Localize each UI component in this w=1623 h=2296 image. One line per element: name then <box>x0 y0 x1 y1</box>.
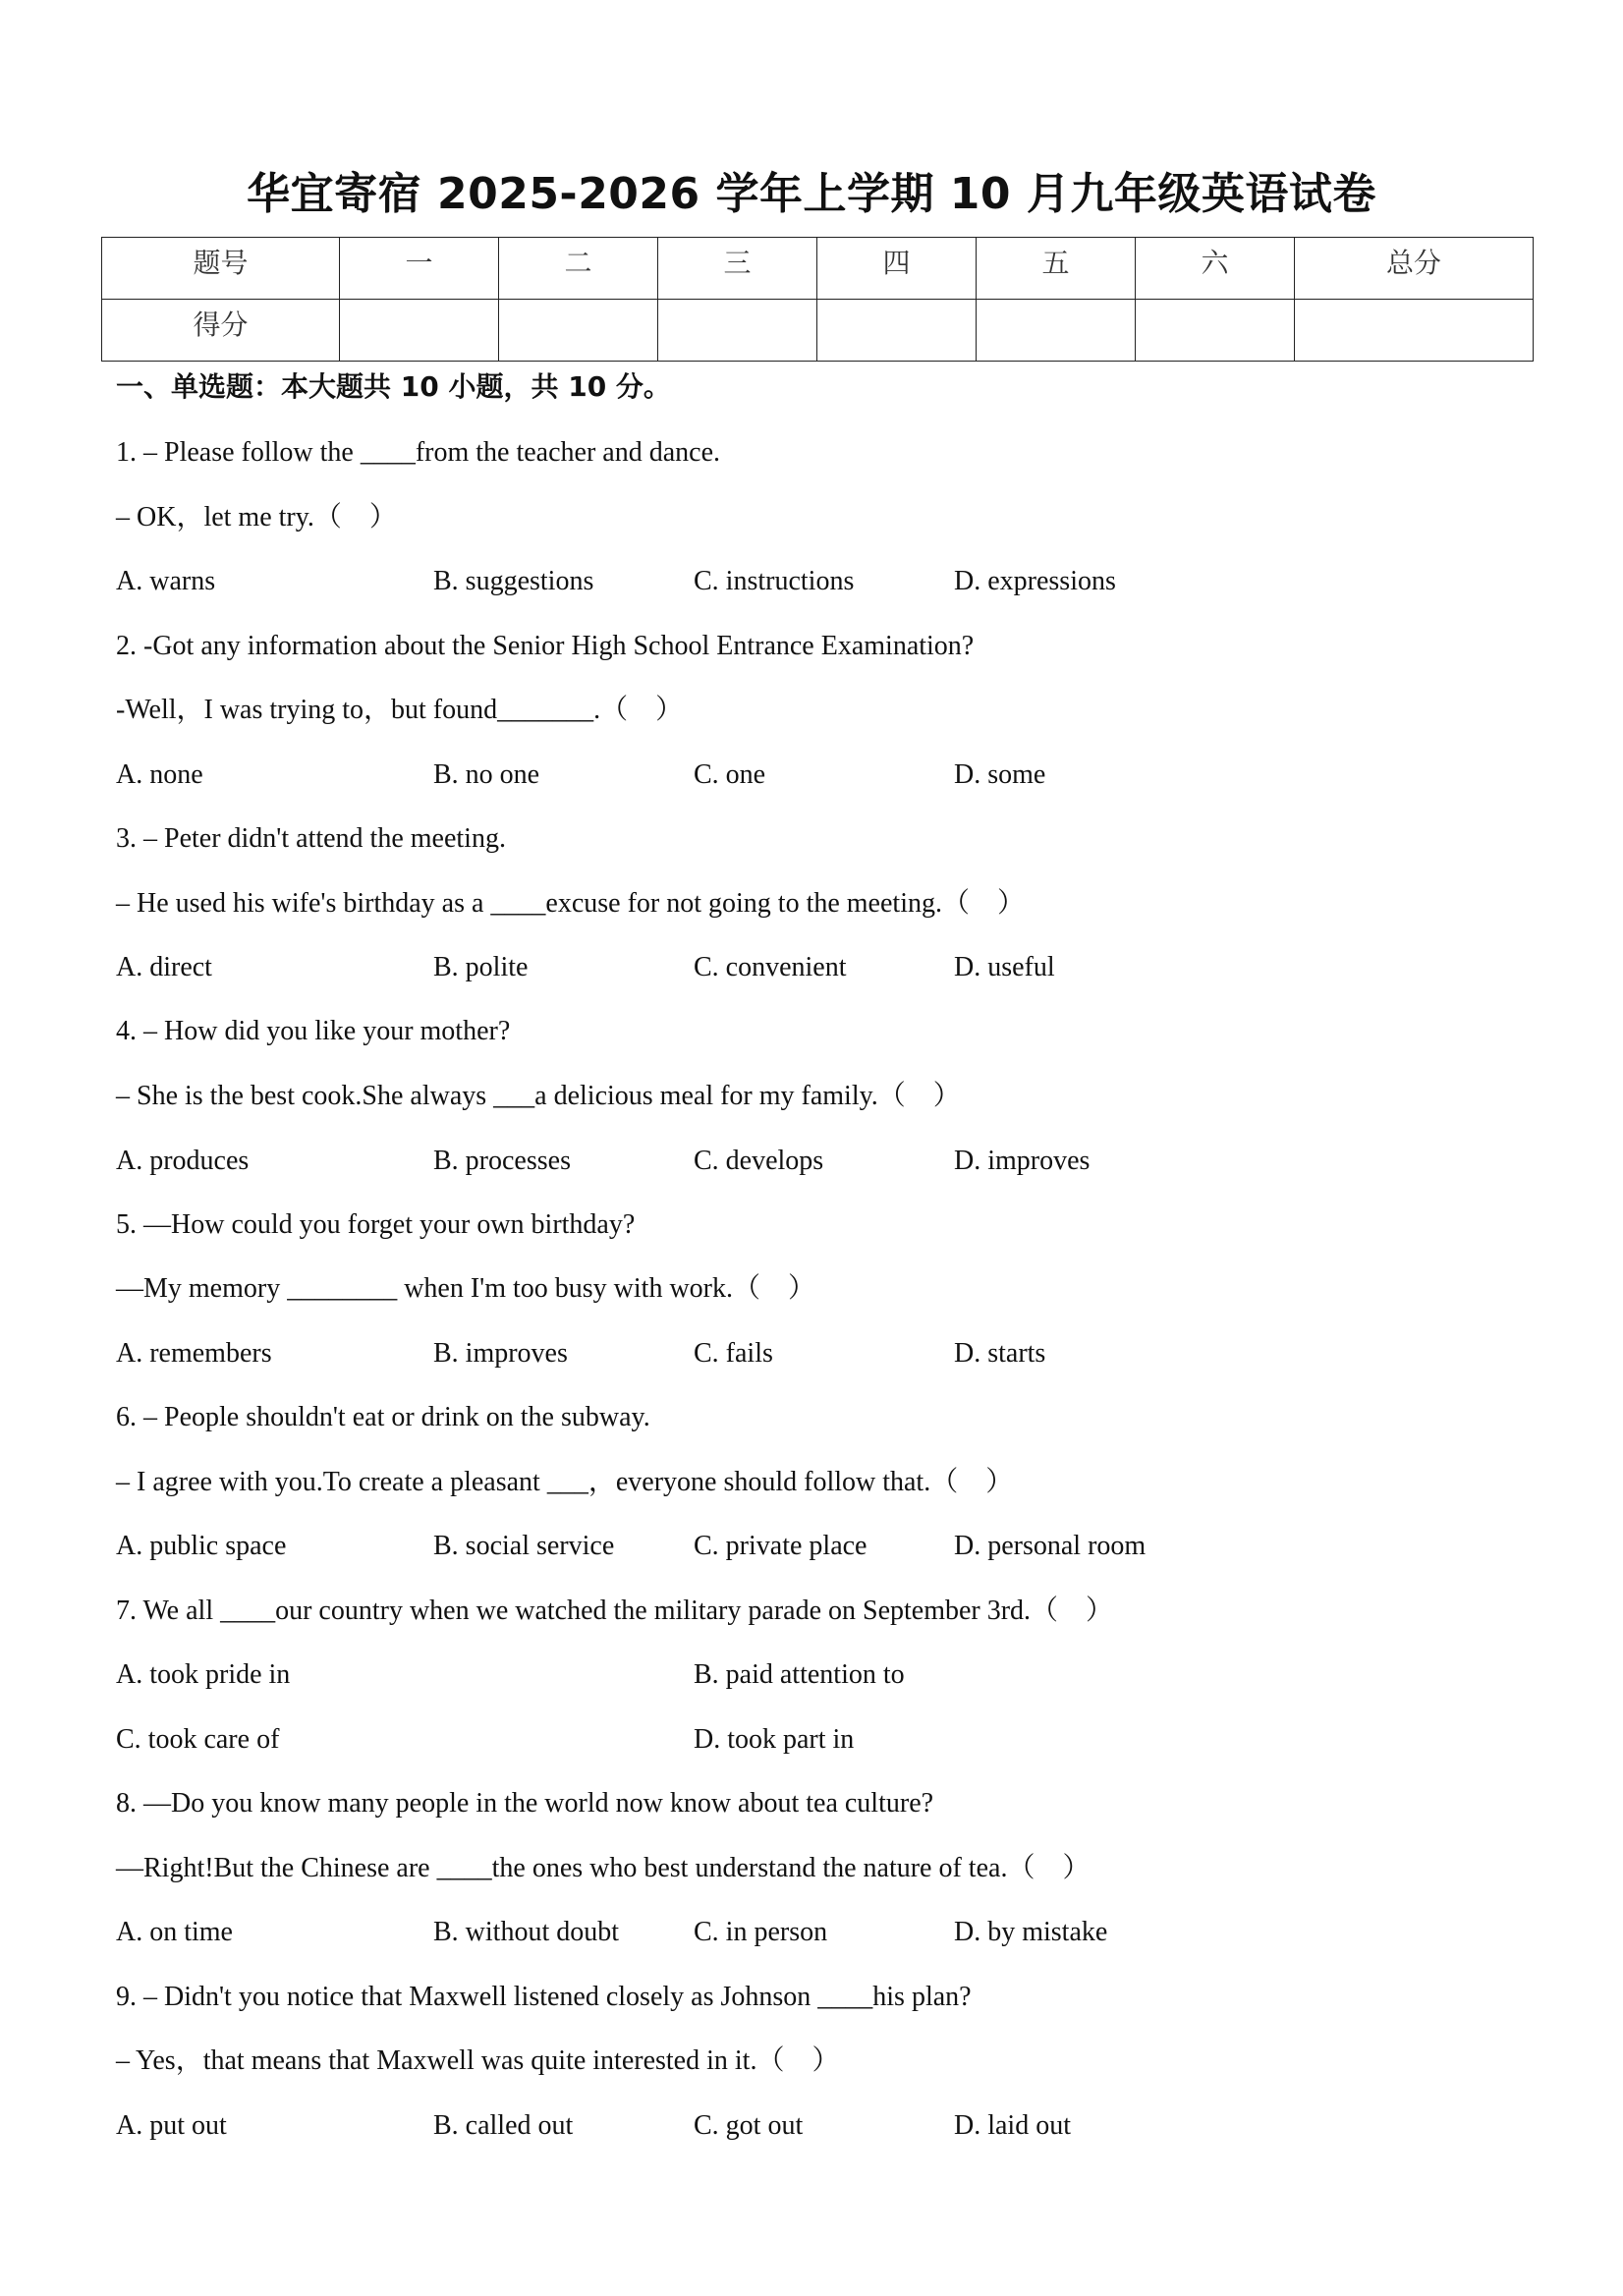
score-cell <box>977 300 1136 362</box>
question-stem: 4. – How did you like your mother? <box>116 1016 511 1046</box>
option-c[interactable]: C. convenient <box>694 952 847 982</box>
option-d[interactable]: D. useful <box>954 952 1055 982</box>
option-b[interactable]: B. no one <box>433 759 540 790</box>
option-b[interactable]: B. without doubt <box>433 1917 620 1947</box>
score-cell <box>499 300 658 362</box>
header-cell-part-6: 六 <box>1136 238 1295 300</box>
question-reply: – I agree with you.To create a pleasant ___，everyone should follow that.（ ） <box>116 1467 1014 1497</box>
header-cell-part-1: 一 <box>340 238 499 300</box>
option-c[interactable]: C. got out <box>694 2110 804 2141</box>
question-reply: —My memory ________ when I'm too busy with work.（ ） <box>116 1273 816 1304</box>
score-cell <box>1136 300 1295 362</box>
header-cell-part-3: 三 <box>658 238 817 300</box>
question-reply: – He used his wife's birthday as a ____excuse for not going to the meeting.（ ） <box>116 888 1025 919</box>
option-a[interactable]: A. direct <box>116 952 212 982</box>
header-cell-part-2: 二 <box>499 238 658 300</box>
option-d[interactable]: D. took part in <box>694 1724 855 1755</box>
option-a[interactable]: A. warns <box>116 566 216 596</box>
score-table <box>101 237 1534 362</box>
option-d[interactable]: D. personal room <box>954 1531 1147 1561</box>
option-d[interactable]: D. some <box>954 759 1046 790</box>
option-a[interactable]: A. none <box>116 759 203 790</box>
question-stem: 1. – Please follow the ____from the teacher and dance. <box>116 437 721 468</box>
option-c[interactable]: C. fails <box>694 1338 773 1369</box>
question-stem: 8. —Do you know many people in the world now know about tea culture? <box>116 1788 934 1819</box>
question-reply: – She is the best cook.She always ___a delicious meal for my family.（ ） <box>116 1081 961 1111</box>
score-row-label: 得分 <box>102 300 340 362</box>
header-cell-part-4: 四 <box>817 238 977 300</box>
question-stem: 7. We all ____our country when we watched the military parade on September 3rd.（ ） <box>116 1596 1114 1626</box>
option-b[interactable]: B. processes <box>433 1146 571 1176</box>
exam-title: 华宜寄宿 2025-2026 学年上学期 10 月九年级英语试卷 <box>247 169 1376 219</box>
option-b[interactable]: B. paid attention to <box>694 1659 905 1690</box>
option-b[interactable]: B. polite <box>433 952 529 982</box>
score-cell <box>817 300 977 362</box>
question-reply: -Well，I was trying to，but found_______.（ ） <box>116 695 684 725</box>
option-b[interactable]: B. social service <box>433 1531 615 1561</box>
score-cell <box>340 300 499 362</box>
header-cell-part-5: 五 <box>977 238 1136 300</box>
option-d[interactable]: D. starts <box>954 1338 1046 1369</box>
score-cell <box>1295 300 1534 362</box>
option-a[interactable]: A. on time <box>116 1917 233 1947</box>
option-d[interactable]: D. laid out <box>954 2110 1071 2141</box>
question-stem: 9. – Didn't you notice that Maxwell listened closely as Johnson ____his plan? <box>116 1982 972 2012</box>
option-c[interactable]: C. in person <box>694 1917 828 1947</box>
score-table-score-row <box>102 300 1534 362</box>
question-reply: – OK，let me try.（ ） <box>116 502 397 532</box>
option-b[interactable]: B. suggestions <box>433 566 594 596</box>
question-stem: 3. – Peter didn't attend the meeting. <box>116 823 506 854</box>
option-a[interactable]: A. produces <box>116 1146 250 1176</box>
option-d[interactable]: D. improves <box>954 1146 1091 1176</box>
header-cell-question-number: 题号 <box>102 238 340 300</box>
question-reply: – Yes，that means that Maxwell was quite interested in it.（ ） <box>116 2045 840 2076</box>
option-c[interactable]: C. develops <box>694 1146 824 1176</box>
question-reply: —Right!But the Chinese are ____the ones who best understand the nature of tea.（ ） <box>116 1853 1091 1883</box>
option-c[interactable]: C. instructions <box>694 566 855 596</box>
option-c[interactable]: C. one <box>694 759 766 790</box>
question-stem: 6. – People shouldn't eat or drink on the subway. <box>116 1402 650 1432</box>
score-cell <box>658 300 817 362</box>
option-c[interactable]: C. private place <box>694 1531 867 1561</box>
option-d[interactable]: D. by mistake <box>954 1917 1108 1947</box>
section-heading: 一、单选题：本大题共 10 小题，共 10 分。 <box>116 370 671 403</box>
header-cell-total: 总分 <box>1295 238 1534 300</box>
option-a[interactable]: A. public space <box>116 1531 287 1561</box>
option-b[interactable]: B. improves <box>433 1338 568 1369</box>
option-c[interactable]: C. took care of <box>116 1724 280 1755</box>
score-table-header-row <box>102 238 1534 300</box>
option-d[interactable]: D. expressions <box>954 566 1116 596</box>
question-stem: 5. —How could you forget your own birthday? <box>116 1209 636 1240</box>
option-a[interactable]: A. put out <box>116 2110 227 2141</box>
question-stem: 2. -Got any information about the Senior High School Entrance Examination? <box>116 631 975 661</box>
option-b[interactable]: B. called out <box>433 2110 574 2141</box>
option-a[interactable]: A. took pride in <box>116 1659 291 1690</box>
option-a[interactable]: A. remembers <box>116 1338 272 1369</box>
